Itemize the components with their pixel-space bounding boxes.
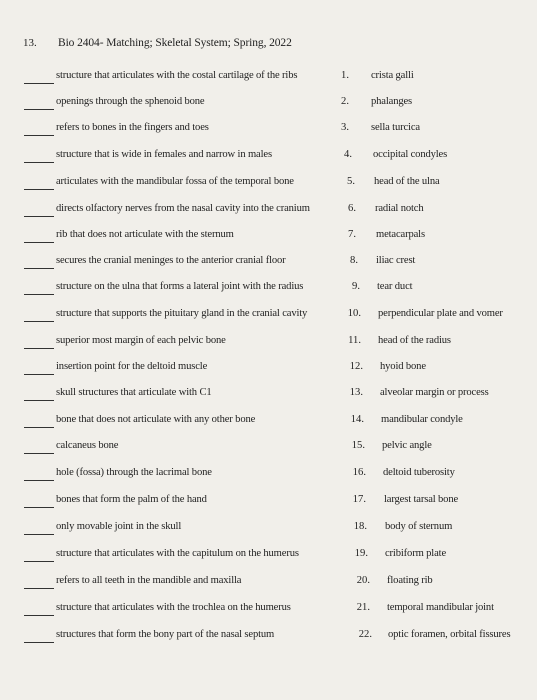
choice-number: 19. <box>354 548 368 559</box>
answer-blank[interactable] <box>24 480 54 481</box>
item-description: structure that articulates with the costal cartilage of the ribs <box>56 70 298 81</box>
matching-row <box>0 120 537 142</box>
choice-number: 20. <box>356 575 370 586</box>
choice-number: 18. <box>353 521 367 532</box>
choice-number: 3. <box>341 122 349 133</box>
choice-number: 10. <box>347 308 361 319</box>
item-description: directs olfactory nerves from the nasal cavity into the cranium <box>56 203 310 214</box>
choice-number: 21. <box>356 602 370 613</box>
choice-term: metacarpals <box>376 229 425 240</box>
item-description: structure that articulates with the trochlea on the humerus <box>56 602 291 613</box>
answer-blank[interactable] <box>24 374 54 375</box>
choice-number: 2. <box>341 96 349 107</box>
choice-term: temporal mandibular joint <box>387 602 494 613</box>
answer-blank[interactable] <box>24 294 54 295</box>
choice-term: deltoid tuberosity <box>383 467 455 478</box>
item-description: calcaneus bone <box>56 440 119 451</box>
answer-blank[interactable] <box>24 242 54 243</box>
choice-term: pelvic angle <box>382 440 432 451</box>
matching-row <box>0 68 537 90</box>
choice-term: iliac crest <box>376 255 416 266</box>
choice-number: 11. <box>348 335 361 346</box>
item-description: hole (fossa) through the lacrimal bone <box>56 467 212 478</box>
matching-row <box>0 627 537 649</box>
choice-term: radial notch <box>375 203 424 214</box>
item-description: superior most margin of each pelvic bone <box>56 335 226 346</box>
answer-blank[interactable] <box>24 162 54 163</box>
answer-blank[interactable] <box>24 400 54 401</box>
choice-term: head of the ulna <box>374 176 440 187</box>
answer-blank[interactable] <box>24 507 54 508</box>
item-description: articulates with the mandibular fossa of the temporal bone <box>56 176 294 187</box>
matching-row <box>0 600 537 622</box>
matching-row <box>0 359 537 381</box>
item-description: structures that form the bony part of the nasal septum <box>56 629 275 640</box>
choice-term: optic foramen, orbital fissures <box>388 629 511 640</box>
answer-blank[interactable] <box>24 534 54 535</box>
choice-term: tear duct <box>377 281 413 292</box>
answer-blank[interactable] <box>24 216 54 217</box>
matching-row <box>0 174 537 196</box>
matching-row <box>0 412 537 434</box>
choice-number: 15. <box>351 440 365 451</box>
item-description: openings through the sphenoid bone <box>56 96 205 107</box>
choice-number: 4. <box>344 149 352 160</box>
matching-row <box>0 253 537 275</box>
choice-number: 14. <box>350 414 364 425</box>
choice-number: 6. <box>348 203 356 214</box>
choice-number: 1. <box>341 70 349 81</box>
question-number: 13. <box>23 37 37 49</box>
choice-term: alveolar margin or process <box>380 387 489 398</box>
worksheet-title: Bio 2404- Matching; Skeletal System; Spring, 2022 <box>58 37 292 49</box>
item-description: secures the cranial meninges to the anterior cranial floor <box>56 255 286 266</box>
choice-number: 12. <box>349 361 363 372</box>
choice-number: 16. <box>352 467 366 478</box>
item-description: bones that form the palm of the hand <box>56 494 207 505</box>
choice-number: 5. <box>347 176 355 187</box>
item-description: structure that supports the pituitary gland in the cranial cavity <box>56 308 308 319</box>
matching-row <box>0 306 537 328</box>
matching-row <box>0 519 537 541</box>
answer-blank[interactable] <box>24 109 54 110</box>
matching-row <box>0 279 537 301</box>
answer-blank[interactable] <box>24 453 54 454</box>
matching-row <box>0 94 537 116</box>
matching-row <box>0 201 537 223</box>
answer-blank[interactable] <box>24 135 54 136</box>
item-description: only movable joint in the skull <box>56 521 182 532</box>
choice-number: 13. <box>349 387 363 398</box>
answer-blank[interactable] <box>24 321 54 322</box>
answer-blank[interactable] <box>24 348 54 349</box>
matching-row <box>0 492 537 514</box>
choice-number: 22. <box>358 629 372 640</box>
answer-blank[interactable] <box>24 83 54 84</box>
matching-row <box>0 147 537 169</box>
choice-term: floating rib <box>387 575 433 586</box>
answer-blank[interactable] <box>24 268 54 269</box>
choice-number: 8. <box>350 255 358 266</box>
choice-term: phalanges <box>371 96 413 107</box>
choice-term: largest tarsal bone <box>384 494 459 505</box>
item-description: refers to all teeth in the mandible and maxilla <box>56 575 242 586</box>
answer-blank[interactable] <box>24 615 54 616</box>
matching-row <box>0 333 537 355</box>
item-description: rib that does not articulate with the sternum <box>56 229 234 240</box>
choice-number: 17. <box>352 494 366 505</box>
choice-term: perpendicular plate and vomer <box>378 308 503 319</box>
answer-blank[interactable] <box>24 189 54 190</box>
item-description: refers to bones in the fingers and toes <box>56 122 209 133</box>
choice-number: 9. <box>352 281 360 292</box>
answer-blank[interactable] <box>24 427 54 428</box>
choice-term: occipital condyles <box>373 149 448 160</box>
answer-blank[interactable] <box>24 642 54 643</box>
choice-term: hyoid bone <box>380 361 426 372</box>
choice-term: mandibular condyle <box>381 414 463 425</box>
choice-term: sella turcica <box>371 122 420 133</box>
matching-row <box>0 573 537 595</box>
item-description: insertion point for the deltoid muscle <box>56 361 208 372</box>
choice-term: body of sternum <box>385 521 453 532</box>
choice-term: head of the radius <box>378 335 451 346</box>
choice-term: cribiform plate <box>385 548 446 559</box>
item-description: structure that is wide in females and narrow in males <box>56 149 272 160</box>
item-description: skull structures that articulate with C1 <box>56 387 212 398</box>
item-description: structure on the ulna that forms a lateral joint with the radius <box>56 281 304 292</box>
matching-row <box>0 465 537 487</box>
item-description: structure that articulates with the capitulum on the humerus <box>56 548 299 559</box>
choice-term: crista galli <box>371 70 414 81</box>
item-description: bone that does not articulate with any other bone <box>56 414 256 425</box>
choice-number: 7. <box>348 229 356 240</box>
matching-row <box>0 438 537 460</box>
answer-blank[interactable] <box>24 588 54 589</box>
matching-row <box>0 227 537 249</box>
answer-blank[interactable] <box>24 561 54 562</box>
matching-row <box>0 385 537 407</box>
matching-row <box>0 546 537 568</box>
